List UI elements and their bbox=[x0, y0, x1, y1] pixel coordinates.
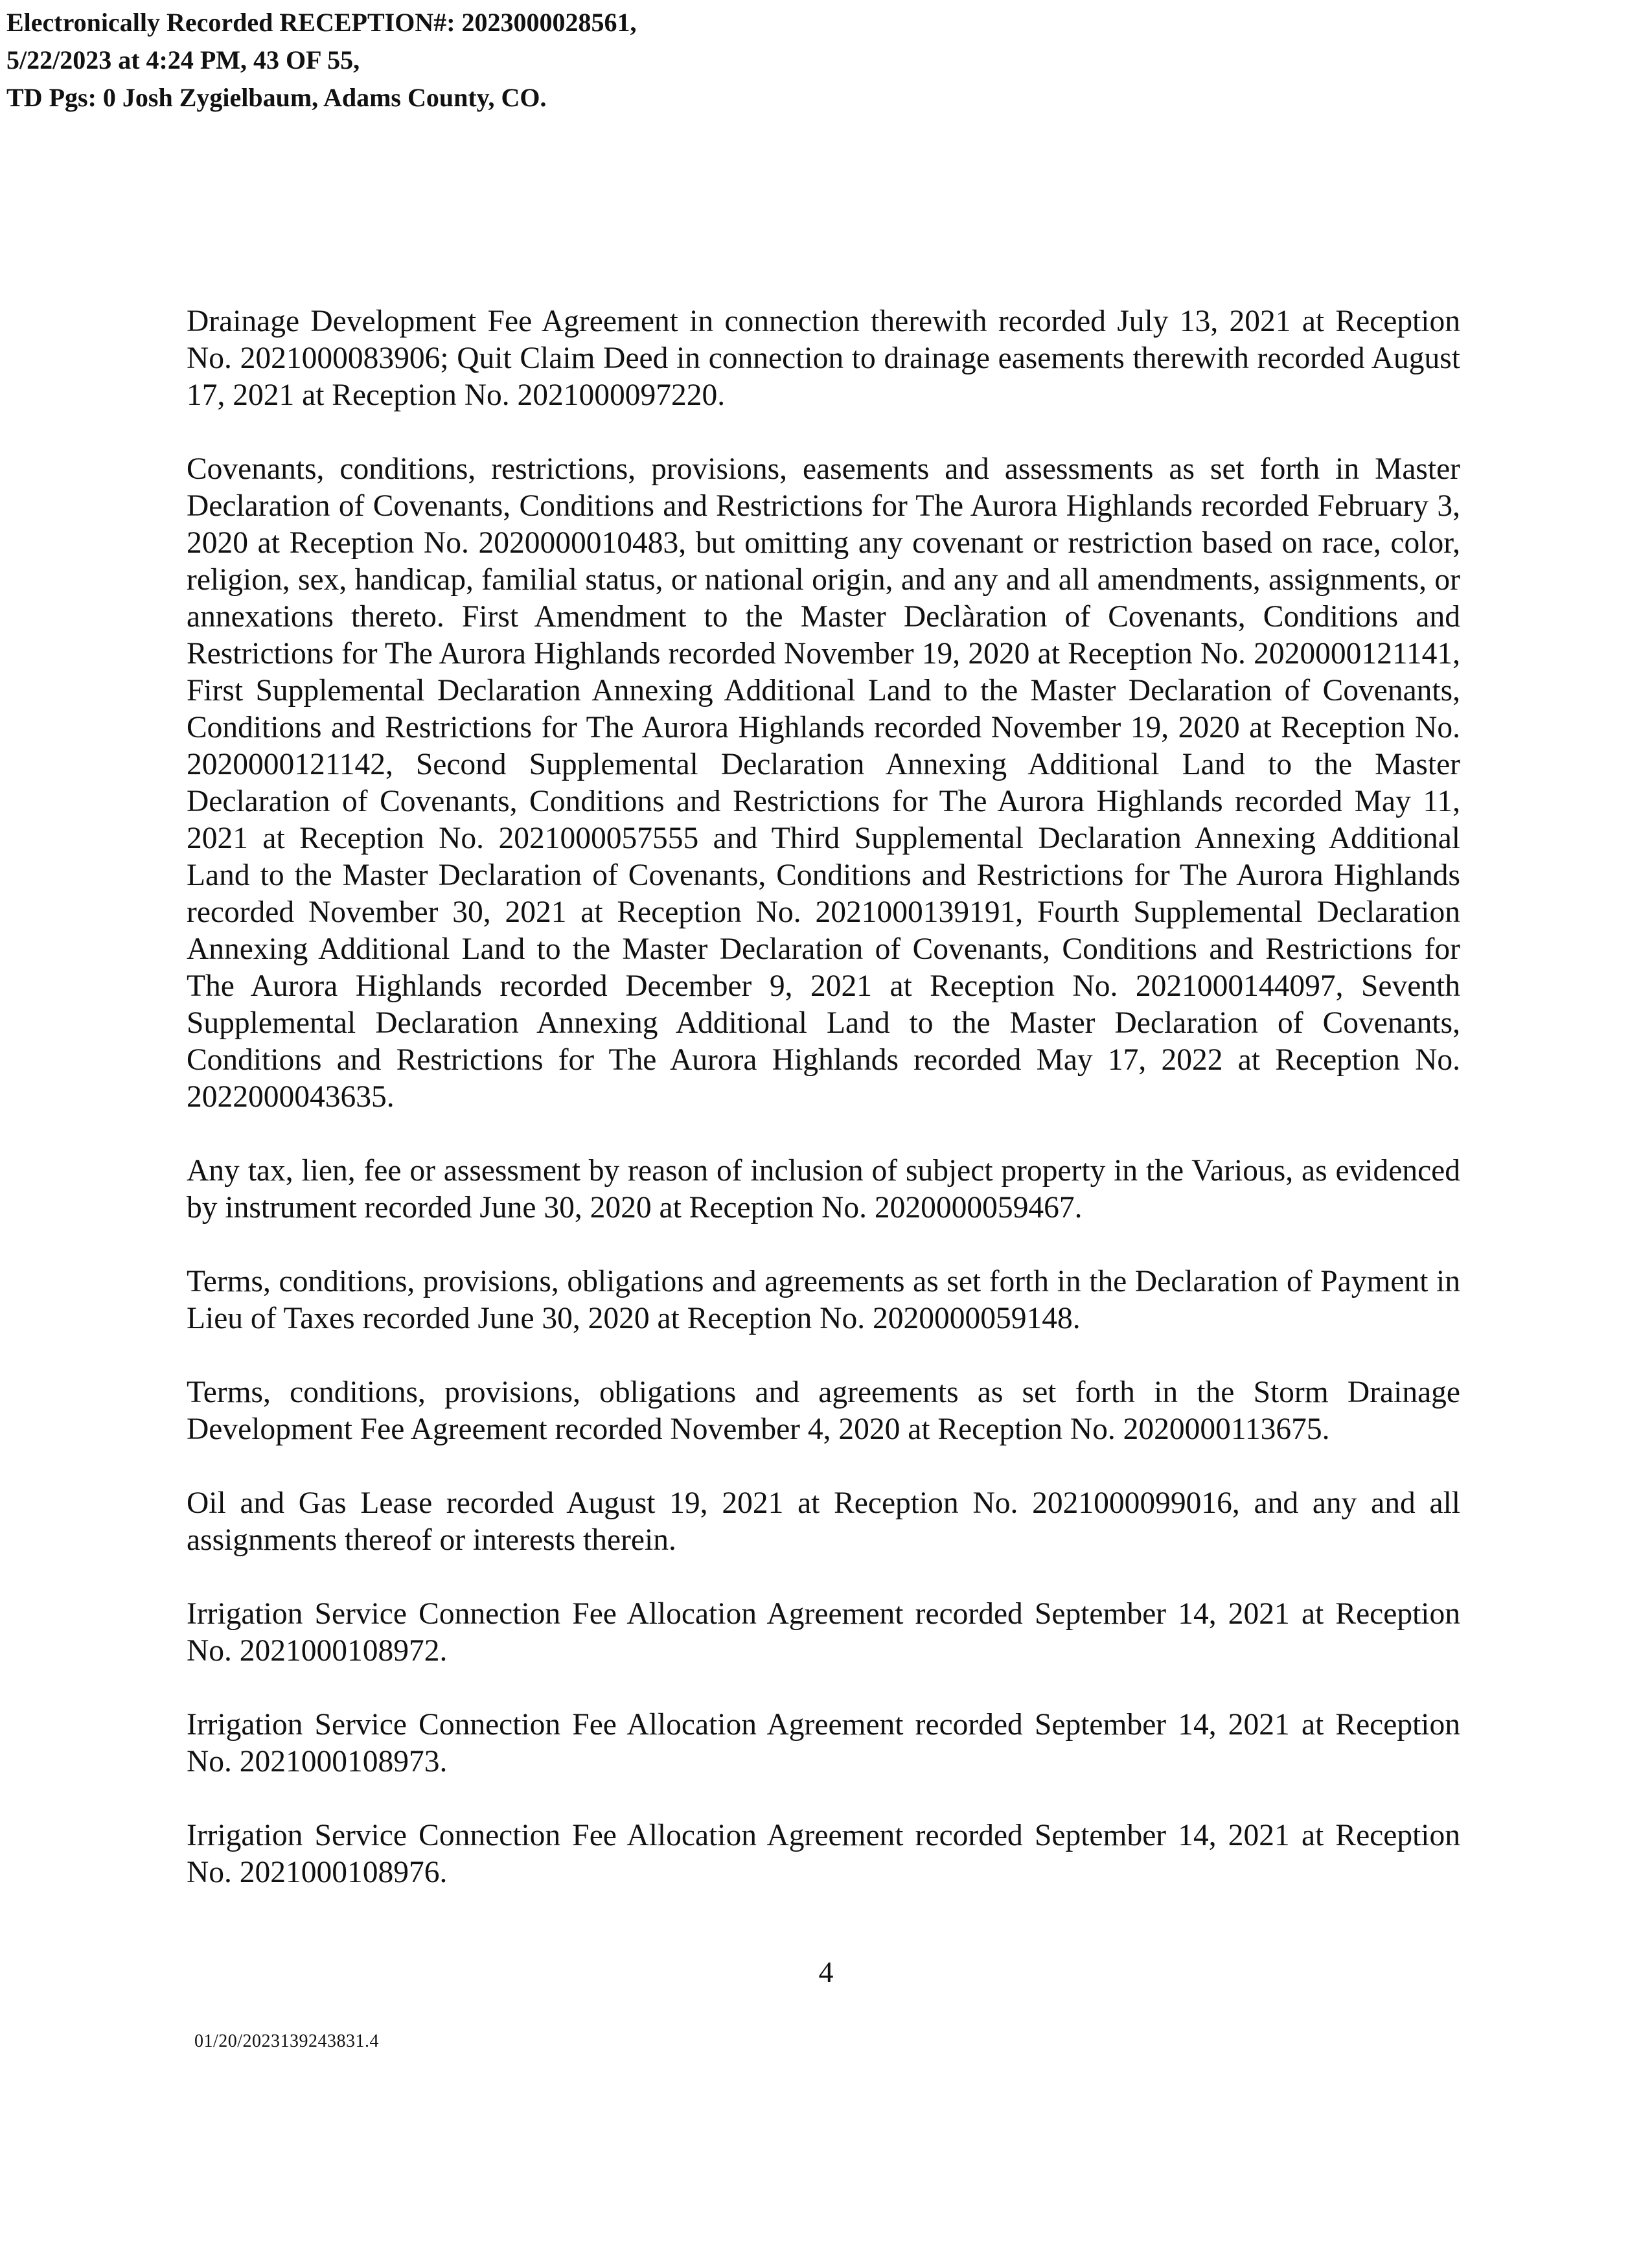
paragraph-oil-gas-lease: Oil and Gas Lease recorded August 19, 2021 at Reception No. 2021000099016, and any and all assignments thereof or interests therein. bbox=[187, 1486, 1460, 1557]
paragraph-irrigation-2: Irrigation Service Connection Fee Allocation Agreement recorded September 14, 2021 at Reception No. 2021000108973. bbox=[187, 1708, 1460, 1779]
recording-header-line-2: 5/22/2023 at 4:24 PM, 43 OF 55, bbox=[6, 45, 360, 75]
paragraph-drainage-fee: Drainage Development Fee Agreement in connection therewith recorded July 13, 2021 at Reception No. 2021000083906; Quit Claim Deed in connection to drainage easements therewith recorded August 17, 2021 at Reception No. 2021000097220. bbox=[187, 305, 1460, 412]
page-number: 4 bbox=[818, 1955, 834, 1988]
recording-header bbox=[6, 4, 637, 117]
paragraph-irrigation-1: Irrigation Service Connection Fee Allocation Agreement recorded September 14, 2021 at Reception No. 2021000108972. bbox=[187, 1597, 1460, 1668]
recording-header-line-1: Electronically Recorded RECEPTION#: 2023000028561, bbox=[6, 8, 637, 37]
paragraph-covenants: Covenants, conditions, restrictions, provisions, easements and assessments as set forth in Master Declaration of Covenants, Conditions and Restrictions for The Aurora Highlands recorded February 3, 2020 at Reception No. 2020000010483, but omitting any covenant or restriction based on race, color, religion, sex, handicap, familial status, or national origin, and any and all amendments, assignments, or annexations thereto. First Amendment to the Master Declàration of Covenants, Conditions and Restrictions for The Aurora Highlands recorded November 19, 2020 at Reception No. 2020000121141, First Supplemental Declaration Annexing Additional Land to the Master Declaration of Covenants, Conditions and Restrictions for The Aurora Highlands recorded November 19, 2020 at Reception No. 2020000121142, Second Supplemental Declaration Annexing Additional Land to the Master Declaration of Covenants, Conditions and Restrictions for The Aurora Highlands recorded May 11, 2021 at Reception No. 2021000057555 and Third Supplemental Declaration Annexing Additional Land to the Master Declaration of Covenants, Conditions and Restrictions for The Aurora Highlands recorded November 30, 2021 at Reception No. 2021000139191, Fourth Supplemental Declaration Annexing Additional Land to the Master Declaration of Covenants, Conditions and Restrictions for The Aurora Highlands recorded December 9, 2021 at Reception No. 2021000144097, Seventh Supplemental Declaration Annexing Additional Land to the Master Declaration of Covenants, Conditions and Restrictions for The Aurora Highlands recorded May 17, 2022 at Reception No. 2022000043635. bbox=[187, 452, 1460, 1114]
document-id: 01/20/2023139243831.4 bbox=[194, 2031, 380, 2051]
paragraph-tax-lien: Any tax, lien, fee or assessment by reason of inclusion of subject property in the Various, as evidenced by instrument recorded June 30, 2020 at Reception No. 2020000059467. bbox=[187, 1154, 1460, 1225]
paragraph-payment-in-lieu: Terms, conditions, provisions, obligations and agreements as set forth in the Declaration of Payment in Lieu of Taxes recorded June 30, 2020 at Reception No. 2020000059148. bbox=[187, 1265, 1460, 1335]
paragraph-storm-drainage: Terms, conditions, provisions, obligations and agreements as set forth in the Storm Drainage Development Fee Agreement recorded November 4, 2020 at Reception No. 2020000113675. bbox=[187, 1376, 1460, 1446]
document-body bbox=[187, 303, 1460, 1928]
recording-header-line-3: TD Pgs: 0 Josh Zygielbaum, Adams County, CO. bbox=[6, 83, 547, 112]
paragraph-irrigation-3: Irrigation Service Connection Fee Allocation Agreement recorded September 14, 2021 at Reception No. 2021000108976. bbox=[187, 1819, 1460, 1889]
